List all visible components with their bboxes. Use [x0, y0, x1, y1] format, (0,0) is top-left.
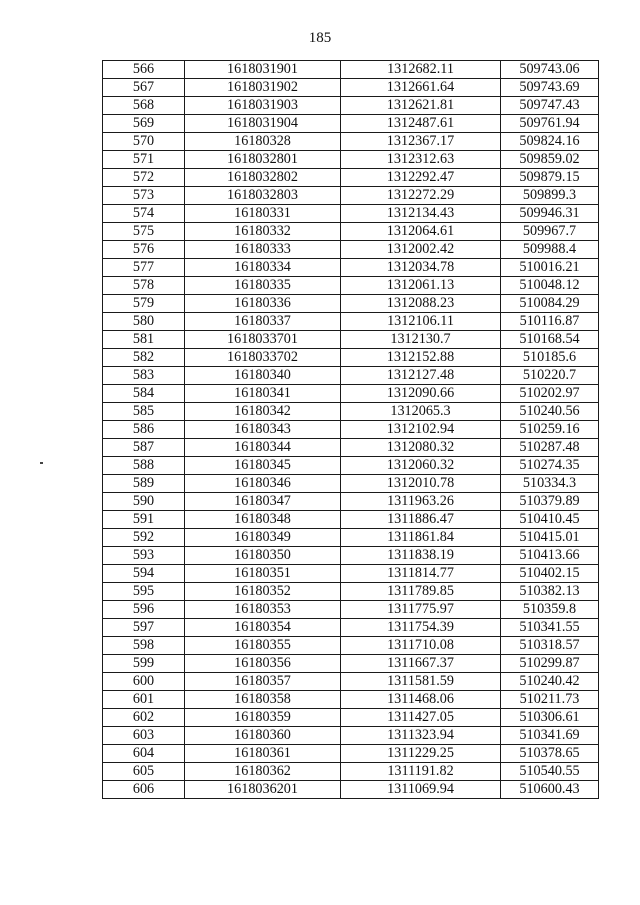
y-coordinate-cell: 510378.65	[501, 745, 599, 763]
table-row	[103, 331, 599, 349]
page-number: 185	[308, 30, 332, 46]
point-number-cell: 582	[103, 349, 185, 367]
x-coordinate-cell: 1312127.48	[341, 367, 501, 385]
x-coordinate-cell: 1312621.81	[341, 97, 501, 115]
point-number-cell: 569	[103, 115, 185, 133]
table-row	[103, 259, 599, 277]
x-coordinate-cell: 1312682.11	[341, 61, 501, 79]
y-coordinate-cell: 510240.56	[501, 403, 599, 421]
table-row	[103, 727, 599, 745]
point-id-cell: 16180331	[185, 205, 341, 223]
table-row	[103, 385, 599, 403]
x-coordinate-cell: 1312130.7	[341, 331, 501, 349]
point-number-cell: 574	[103, 205, 185, 223]
x-coordinate-cell: 1312152.88	[341, 349, 501, 367]
point-id-cell: 16180343	[185, 421, 341, 439]
table-row	[103, 547, 599, 565]
point-id-cell: 16180349	[185, 529, 341, 547]
x-coordinate-cell: 1312661.64	[341, 79, 501, 97]
table-row	[103, 457, 599, 475]
y-coordinate-cell: 510185.6	[501, 349, 599, 367]
table-row	[103, 79, 599, 97]
point-id-cell: 16180347	[185, 493, 341, 511]
point-number-cell: 571	[103, 151, 185, 169]
y-coordinate-cell: 509879.15	[501, 169, 599, 187]
x-coordinate-cell: 1311191.82	[341, 763, 501, 781]
point-id-cell: 16180358	[185, 691, 341, 709]
x-coordinate-cell: 1311861.84	[341, 529, 501, 547]
point-number-cell: 587	[103, 439, 185, 457]
point-id-cell: 16180351	[185, 565, 341, 583]
y-coordinate-cell: 509743.69	[501, 79, 599, 97]
x-coordinate-cell: 1311323.94	[341, 727, 501, 745]
table-row	[103, 133, 599, 151]
table-row	[103, 277, 599, 295]
table-row	[103, 187, 599, 205]
y-coordinate-cell: 510600.43	[501, 781, 599, 799]
y-coordinate-cell: 509988.4	[501, 241, 599, 259]
y-coordinate-cell: 509946.31	[501, 205, 599, 223]
point-id-cell: 1618032801	[185, 151, 341, 169]
table-row	[103, 511, 599, 529]
point-number-cell: 605	[103, 763, 185, 781]
table-row	[103, 745, 599, 763]
y-coordinate-cell: 510379.89	[501, 493, 599, 511]
point-id-cell: 1618031902	[185, 79, 341, 97]
point-id-cell: 16180346	[185, 475, 341, 493]
point-number-cell: 585	[103, 403, 185, 421]
point-id-cell: 1618031901	[185, 61, 341, 79]
table-row	[103, 367, 599, 385]
table-row	[103, 421, 599, 439]
x-coordinate-cell: 1311229.25	[341, 745, 501, 763]
point-id-cell: 1618036201	[185, 781, 341, 799]
y-coordinate-cell: 509747.43	[501, 97, 599, 115]
point-number-cell: 570	[103, 133, 185, 151]
x-coordinate-cell: 1312134.43	[341, 205, 501, 223]
point-id-cell: 1618031904	[185, 115, 341, 133]
point-number-cell: 576	[103, 241, 185, 259]
x-coordinate-cell: 1312272.29	[341, 187, 501, 205]
y-coordinate-cell: 510274.35	[501, 457, 599, 475]
point-id-cell: 16180340	[185, 367, 341, 385]
x-coordinate-cell: 1312102.94	[341, 421, 501, 439]
point-number-cell: 578	[103, 277, 185, 295]
point-id-cell: 1618033702	[185, 349, 341, 367]
point-id-cell: 16180355	[185, 637, 341, 655]
point-number-cell: 593	[103, 547, 185, 565]
y-coordinate-cell: 510287.48	[501, 439, 599, 457]
y-coordinate-cell: 510334.3	[501, 475, 599, 493]
table-row	[103, 295, 599, 313]
y-coordinate-cell: 510168.54	[501, 331, 599, 349]
point-id-cell: 16180334	[185, 259, 341, 277]
y-coordinate-cell: 509761.94	[501, 115, 599, 133]
point-number-cell: 580	[103, 313, 185, 331]
y-coordinate-cell: 510341.55	[501, 619, 599, 637]
point-number-cell: 606	[103, 781, 185, 799]
x-coordinate-cell: 1312088.23	[341, 295, 501, 313]
y-coordinate-cell: 510402.15	[501, 565, 599, 583]
table-row	[103, 313, 599, 331]
table-row	[103, 619, 599, 637]
x-coordinate-cell: 1312002.42	[341, 241, 501, 259]
point-number-cell: 603	[103, 727, 185, 745]
table-row	[103, 601, 599, 619]
table-row	[103, 115, 599, 133]
x-coordinate-cell: 1311468.06	[341, 691, 501, 709]
table-row	[103, 403, 599, 421]
x-coordinate-cell: 1311427.05	[341, 709, 501, 727]
coordinates-table	[102, 60, 599, 799]
x-coordinate-cell: 1311069.94	[341, 781, 501, 799]
point-number-cell: 592	[103, 529, 185, 547]
point-number-cell: 572	[103, 169, 185, 187]
x-coordinate-cell: 1311963.26	[341, 493, 501, 511]
point-number-cell: 568	[103, 97, 185, 115]
point-number-cell: 599	[103, 655, 185, 673]
x-coordinate-cell: 1311667.37	[341, 655, 501, 673]
point-number-cell: 589	[103, 475, 185, 493]
point-number-cell: 597	[103, 619, 185, 637]
x-coordinate-cell: 1312106.11	[341, 313, 501, 331]
x-coordinate-cell: 1311789.85	[341, 583, 501, 601]
y-coordinate-cell: 510306.61	[501, 709, 599, 727]
y-coordinate-cell: 510048.12	[501, 277, 599, 295]
point-id-cell: 16180350	[185, 547, 341, 565]
table-row	[103, 565, 599, 583]
point-id-cell: 16180341	[185, 385, 341, 403]
y-coordinate-cell: 510540.55	[501, 763, 599, 781]
y-coordinate-cell: 510413.66	[501, 547, 599, 565]
point-id-cell: 16180353	[185, 601, 341, 619]
table-row	[103, 691, 599, 709]
y-coordinate-cell: 510259.16	[501, 421, 599, 439]
point-id-cell: 16180344	[185, 439, 341, 457]
point-id-cell: 16180356	[185, 655, 341, 673]
point-number-cell: 596	[103, 601, 185, 619]
y-coordinate-cell: 509743.06	[501, 61, 599, 79]
x-coordinate-cell: 1312064.61	[341, 223, 501, 241]
point-id-cell: 16180337	[185, 313, 341, 331]
coordinates-table-body	[103, 61, 599, 799]
table-row	[103, 673, 599, 691]
point-id-cell: 16180360	[185, 727, 341, 745]
y-coordinate-cell: 510202.97	[501, 385, 599, 403]
point-number-cell: 594	[103, 565, 185, 583]
x-coordinate-cell: 1312061.13	[341, 277, 501, 295]
point-id-cell: 1618033701	[185, 331, 341, 349]
point-number-cell: 595	[103, 583, 185, 601]
table-row	[103, 241, 599, 259]
x-coordinate-cell: 1312010.78	[341, 475, 501, 493]
point-number-cell: 575	[103, 223, 185, 241]
x-coordinate-cell: 1312487.61	[341, 115, 501, 133]
y-coordinate-cell: 510116.87	[501, 313, 599, 331]
x-coordinate-cell: 1312065.3	[341, 403, 501, 421]
x-coordinate-cell: 1311838.19	[341, 547, 501, 565]
y-coordinate-cell: 509967.7	[501, 223, 599, 241]
table-row	[103, 61, 599, 79]
y-coordinate-cell: 510240.42	[501, 673, 599, 691]
x-coordinate-cell: 1312367.17	[341, 133, 501, 151]
point-id-cell: 16180342	[185, 403, 341, 421]
point-number-cell: 588	[103, 457, 185, 475]
table-row	[103, 475, 599, 493]
table-row	[103, 529, 599, 547]
point-number-cell: 598	[103, 637, 185, 655]
x-coordinate-cell: 1311814.77	[341, 565, 501, 583]
point-id-cell: 16180335	[185, 277, 341, 295]
point-number-cell: 583	[103, 367, 185, 385]
point-id-cell: 1618031903	[185, 97, 341, 115]
point-id-cell: 1618032802	[185, 169, 341, 187]
point-id-cell: 16180361	[185, 745, 341, 763]
point-number-cell: 584	[103, 385, 185, 403]
point-id-cell: 16180345	[185, 457, 341, 475]
table-row	[103, 637, 599, 655]
point-id-cell: 16180362	[185, 763, 341, 781]
table-row	[103, 349, 599, 367]
table-row	[103, 169, 599, 187]
y-coordinate-cell: 510382.13	[501, 583, 599, 601]
point-id-cell: 16180328	[185, 133, 341, 151]
y-coordinate-cell: 510410.45	[501, 511, 599, 529]
point-id-cell: 16180332	[185, 223, 341, 241]
x-coordinate-cell: 1311710.08	[341, 637, 501, 655]
table-row	[103, 781, 599, 799]
table-row	[103, 223, 599, 241]
point-number-cell: 590	[103, 493, 185, 511]
table-row	[103, 493, 599, 511]
point-number-cell: 586	[103, 421, 185, 439]
x-coordinate-cell: 1311581.59	[341, 673, 501, 691]
y-coordinate-cell: 510359.8	[501, 601, 599, 619]
x-coordinate-cell: 1312060.32	[341, 457, 501, 475]
y-coordinate-cell: 509859.02	[501, 151, 599, 169]
y-coordinate-cell: 509899.3	[501, 187, 599, 205]
table-row	[103, 709, 599, 727]
y-coordinate-cell: 510318.57	[501, 637, 599, 655]
point-id-cell: 1618032803	[185, 187, 341, 205]
point-id-cell: 16180352	[185, 583, 341, 601]
point-number-cell: 566	[103, 61, 185, 79]
x-coordinate-cell: 1311754.39	[341, 619, 501, 637]
point-id-cell: 16180357	[185, 673, 341, 691]
point-number-cell: 600	[103, 673, 185, 691]
point-id-cell: 16180359	[185, 709, 341, 727]
y-coordinate-cell: 510299.87	[501, 655, 599, 673]
point-number-cell: 579	[103, 295, 185, 313]
x-coordinate-cell: 1312090.66	[341, 385, 501, 403]
x-coordinate-cell: 1312312.63	[341, 151, 501, 169]
scan-speck	[40, 462, 43, 464]
point-number-cell: 567	[103, 79, 185, 97]
table-row	[103, 151, 599, 169]
table-row	[103, 97, 599, 115]
point-number-cell: 591	[103, 511, 185, 529]
y-coordinate-cell: 510016.21	[501, 259, 599, 277]
table-row	[103, 205, 599, 223]
point-number-cell: 573	[103, 187, 185, 205]
point-number-cell: 602	[103, 709, 185, 727]
x-coordinate-cell: 1312034.78	[341, 259, 501, 277]
table-row	[103, 439, 599, 457]
point-number-cell: 604	[103, 745, 185, 763]
y-coordinate-cell: 510341.69	[501, 727, 599, 745]
table-row	[103, 763, 599, 781]
y-coordinate-cell: 510220.7	[501, 367, 599, 385]
y-coordinate-cell: 510084.29	[501, 295, 599, 313]
point-number-cell: 581	[103, 331, 185, 349]
point-id-cell: 16180354	[185, 619, 341, 637]
x-coordinate-cell: 1311775.97	[341, 601, 501, 619]
point-id-cell: 16180348	[185, 511, 341, 529]
y-coordinate-cell: 510211.73	[501, 691, 599, 709]
table-row	[103, 583, 599, 601]
x-coordinate-cell: 1312080.32	[341, 439, 501, 457]
point-id-cell: 16180333	[185, 241, 341, 259]
point-number-cell: 601	[103, 691, 185, 709]
y-coordinate-cell: 509824.16	[501, 133, 599, 151]
point-number-cell: 577	[103, 259, 185, 277]
y-coordinate-cell: 510415.01	[501, 529, 599, 547]
point-id-cell: 16180336	[185, 295, 341, 313]
x-coordinate-cell: 1311886.47	[341, 511, 501, 529]
x-coordinate-cell: 1312292.47	[341, 169, 501, 187]
table-row	[103, 655, 599, 673]
